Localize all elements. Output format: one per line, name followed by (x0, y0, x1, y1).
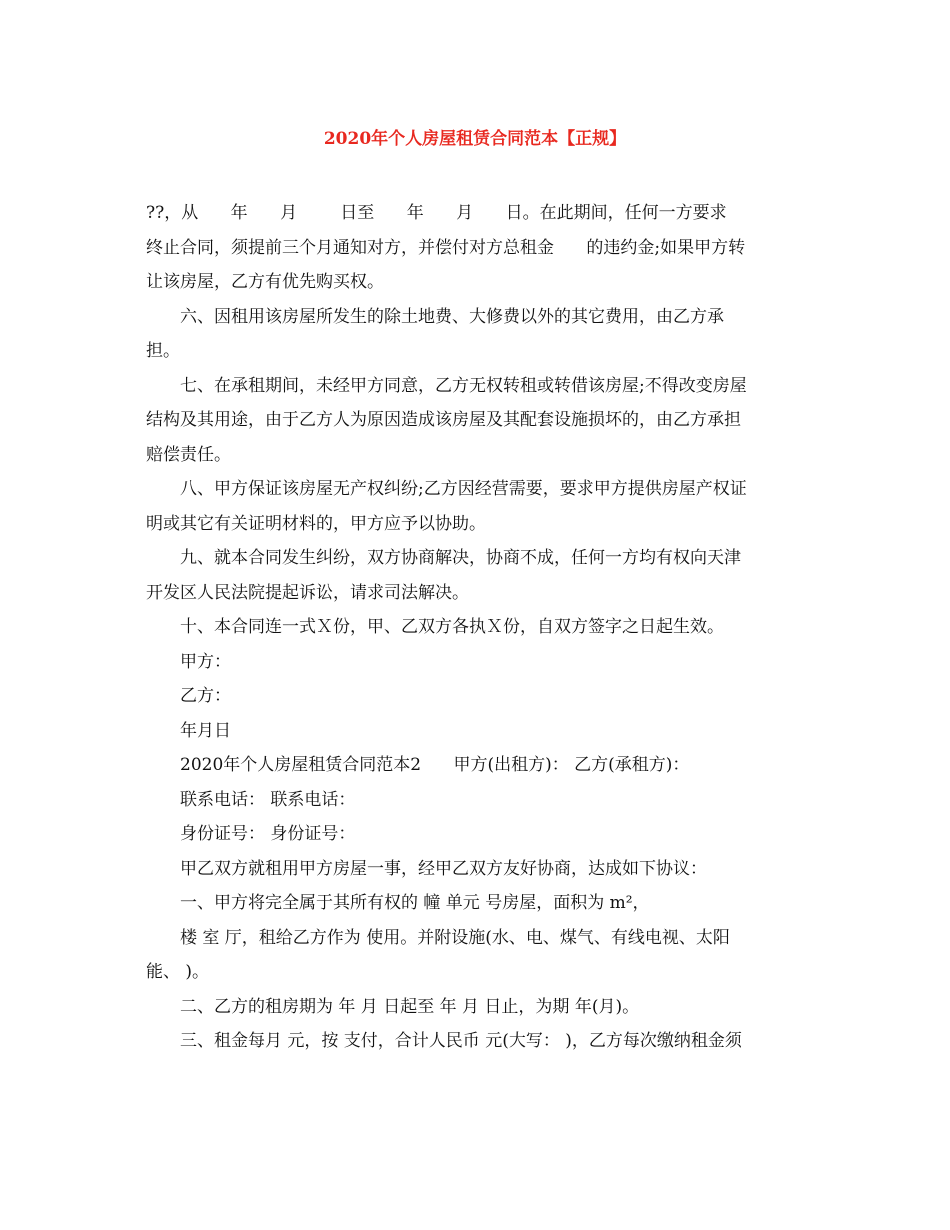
body-line: 能、 )。 (146, 962, 210, 982)
body-line: 终止合同，须提前三个月通知对方，并偿付对方总租金 的违约金;如果甲方转 (146, 237, 746, 258)
clause-8-line: 八、甲方保证该房屋无产权纠纷;乙方因经营需要，要求甲方提供房屋产权证 (180, 479, 747, 499)
id-number-line: 身份证号： 身份证号： (180, 824, 356, 844)
contract-2-heading-line: 2020年个人房屋租赁合同范本2 甲方(出租方)： 乙方(承租方)： (180, 755, 690, 775)
clause-3-line: 三、租金每月 元，按 支付，合计人民币 元(大写： )，乙方每次缴纳租金须 (180, 1031, 742, 1051)
body-line: 结构及其用途，由于乙方人为原因造成该房屋及其配套设施损坏的，由乙方承担 (146, 410, 741, 430)
party-a-signature-line: 甲方： (180, 651, 231, 672)
clause-1-line: 一、甲方将完全属于其所有权的 幢 单元 号房屋，面积为 m²， (180, 893, 650, 913)
body-line: 明或其它有关证明材料的，甲方应予以协助。 (146, 513, 486, 534)
clause-7-line: 七、在承租期间，未经甲方同意，乙方无权转租或转借该房屋;不得改变房屋 (180, 375, 747, 396)
phone-line: 联系电话： 联系电话： (180, 789, 356, 810)
party-b-signature-line: 乙方： (180, 686, 231, 706)
clause-6-line: 六、因租用该房屋所发生的除土地费、大修费以外的其它费用，由乙方承 (180, 306, 724, 327)
body-line: 赔偿责任。 (146, 444, 231, 465)
body-line: 开发区人民法院提起诉讼，请求司法解决。 (146, 582, 469, 603)
document-title: 2020年个人房屋租赁合同范本【正规】 (323, 129, 627, 149)
body-line: ??，从 年 月 日至 年 月 日。在此期间，任何一方要求 (146, 203, 727, 223)
clause-2-line: 二、乙方的租房期为 年 月 日起至 年 月 日止，为期 年(月)。 (180, 996, 640, 1017)
agreement-intro-line: 甲乙双方就租用甲方房屋一事，经甲乙双方友好协商，达成如下协议： (180, 858, 707, 879)
body-line: 楼 室 厅，租给乙方作为 使用。并附设施(水、电、煤气、有线电视、太阳 (180, 927, 730, 948)
clause-10-line: 十、本合同连一式Ｘ份，甲、乙双方各执Ｘ份，自双方签字之日起生效。 (180, 617, 724, 637)
body-line: 担。 (146, 341, 180, 361)
date-line: 年月日 (180, 720, 231, 741)
document-body (146, 196, 814, 1059)
clause-9-line: 九、就本合同发生纠纷，双方协商解决，协商不成，任何一方均有权向天津 (180, 548, 741, 568)
body-line: 让该房屋，乙方有优先购买权。 (146, 272, 384, 292)
